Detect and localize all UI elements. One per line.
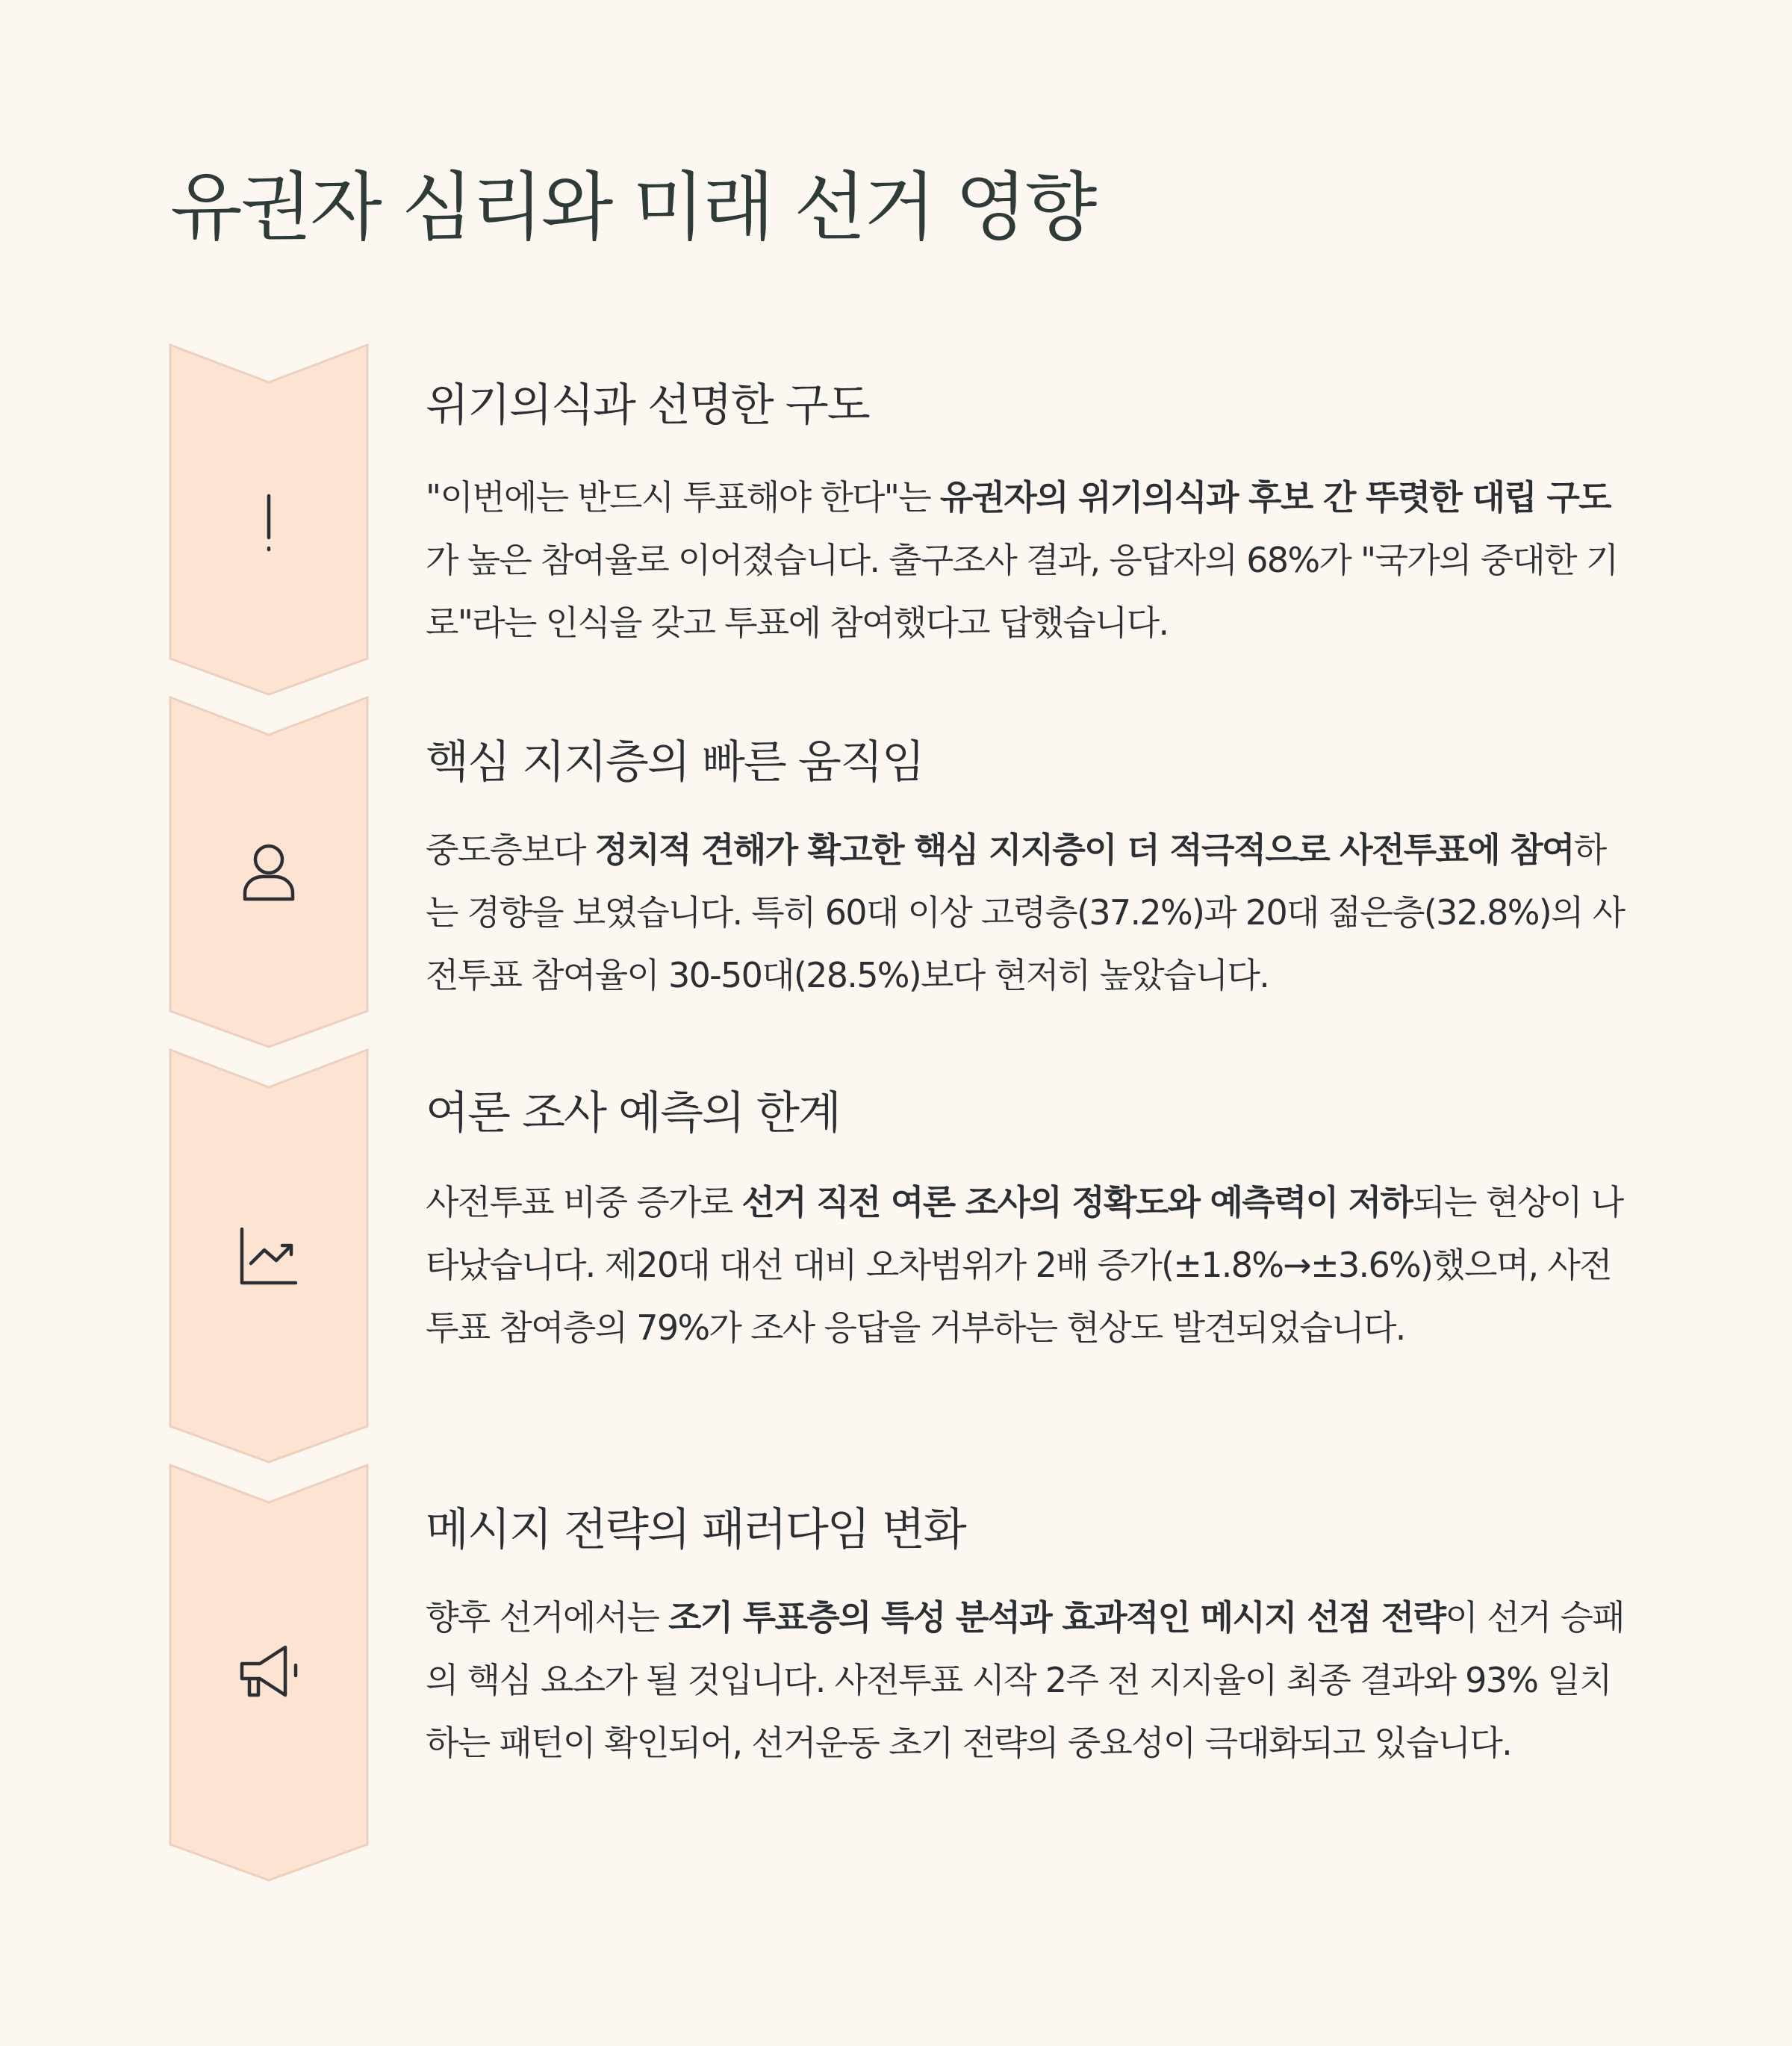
step-title: 여론 조사 예측의 한계 xyxy=(426,1087,840,1139)
step-description: 사전투표 비중 증가로 선거 직전 여론 조사의 정확도와 예측력이 저하되는 현상이 나타났습니다. 제20대 대선 대비 오차범위가 2배 증가(±1.8%→±3.6%)했으며, 사전투표 참여층의 79%가 조사 응답을 거부하는 현상도 발견되었습니다. xyxy=(426,1182,1623,1348)
megaphone-icon xyxy=(231,1634,306,1708)
exclamation-icon xyxy=(231,485,306,560)
page-title: 유권자 심리와 미래 선거 영향 xyxy=(170,164,1095,251)
step-description: 향후 선거에서는 조기 투표층의 특성 분석과 효과적인 메시지 선점 전략이 선거 승패의 핵심 요소가 될 것입니다. 사전투표 시작 2주 전 지지율이 최종 결과와 93% 일치하는 패턴이 확인되어, 선거운동 초기 전략의 중요성이 극대화되고 있습니다. xyxy=(426,1597,1624,1763)
step-title: 핵심 지지층의 빠른 움직임 xyxy=(426,736,924,789)
step-description: 중도층보다 정치적 견해가 확고한 핵심 지지층이 더 적극적으로 사전투표에 참여하는 경향을 보였습니다. 특히 60대 이상 고령층(37.2%)과 20대 젊은층(32.8%)의 사전투표 참여율이 30-50대(28.5%)보다 현저히 높았습니다. xyxy=(426,830,1625,995)
user-icon xyxy=(231,835,306,909)
step-description: "이번에는 반드시 투표해야 한다"는 유권자의 위기의식과 후보 간 뚜렷한 대립 구도가 높은 참여율로 이어졌습니다. 출구조사 결과, 응답자의 68%가 "국가의 중대한 기로"라는 인식을 갖고 투표에 참여했다고 답했습니다. xyxy=(426,477,1618,643)
step-highlight: 선거 직전 여론 조사의 정확도와 예측력이 저하 xyxy=(741,1182,1413,1222)
step-highlight: 정치적 견해가 확고한 핵심 지지층이 더 적극적으로 사전투표에 참여 xyxy=(594,830,1574,870)
step-highlight: 조기 투표층의 특성 분석과 효과적인 메시지 선점 전략 xyxy=(668,1597,1446,1638)
step-title: 메시지 전략의 패러다임 변화 xyxy=(426,1504,965,1556)
chart-trend-icon xyxy=(231,1219,306,1293)
step-title: 위기의식과 선명한 구도 xyxy=(426,379,869,432)
step-highlight: 유권자의 위기의식과 후보 간 뚜렷한 대립 구도 xyxy=(939,477,1611,517)
